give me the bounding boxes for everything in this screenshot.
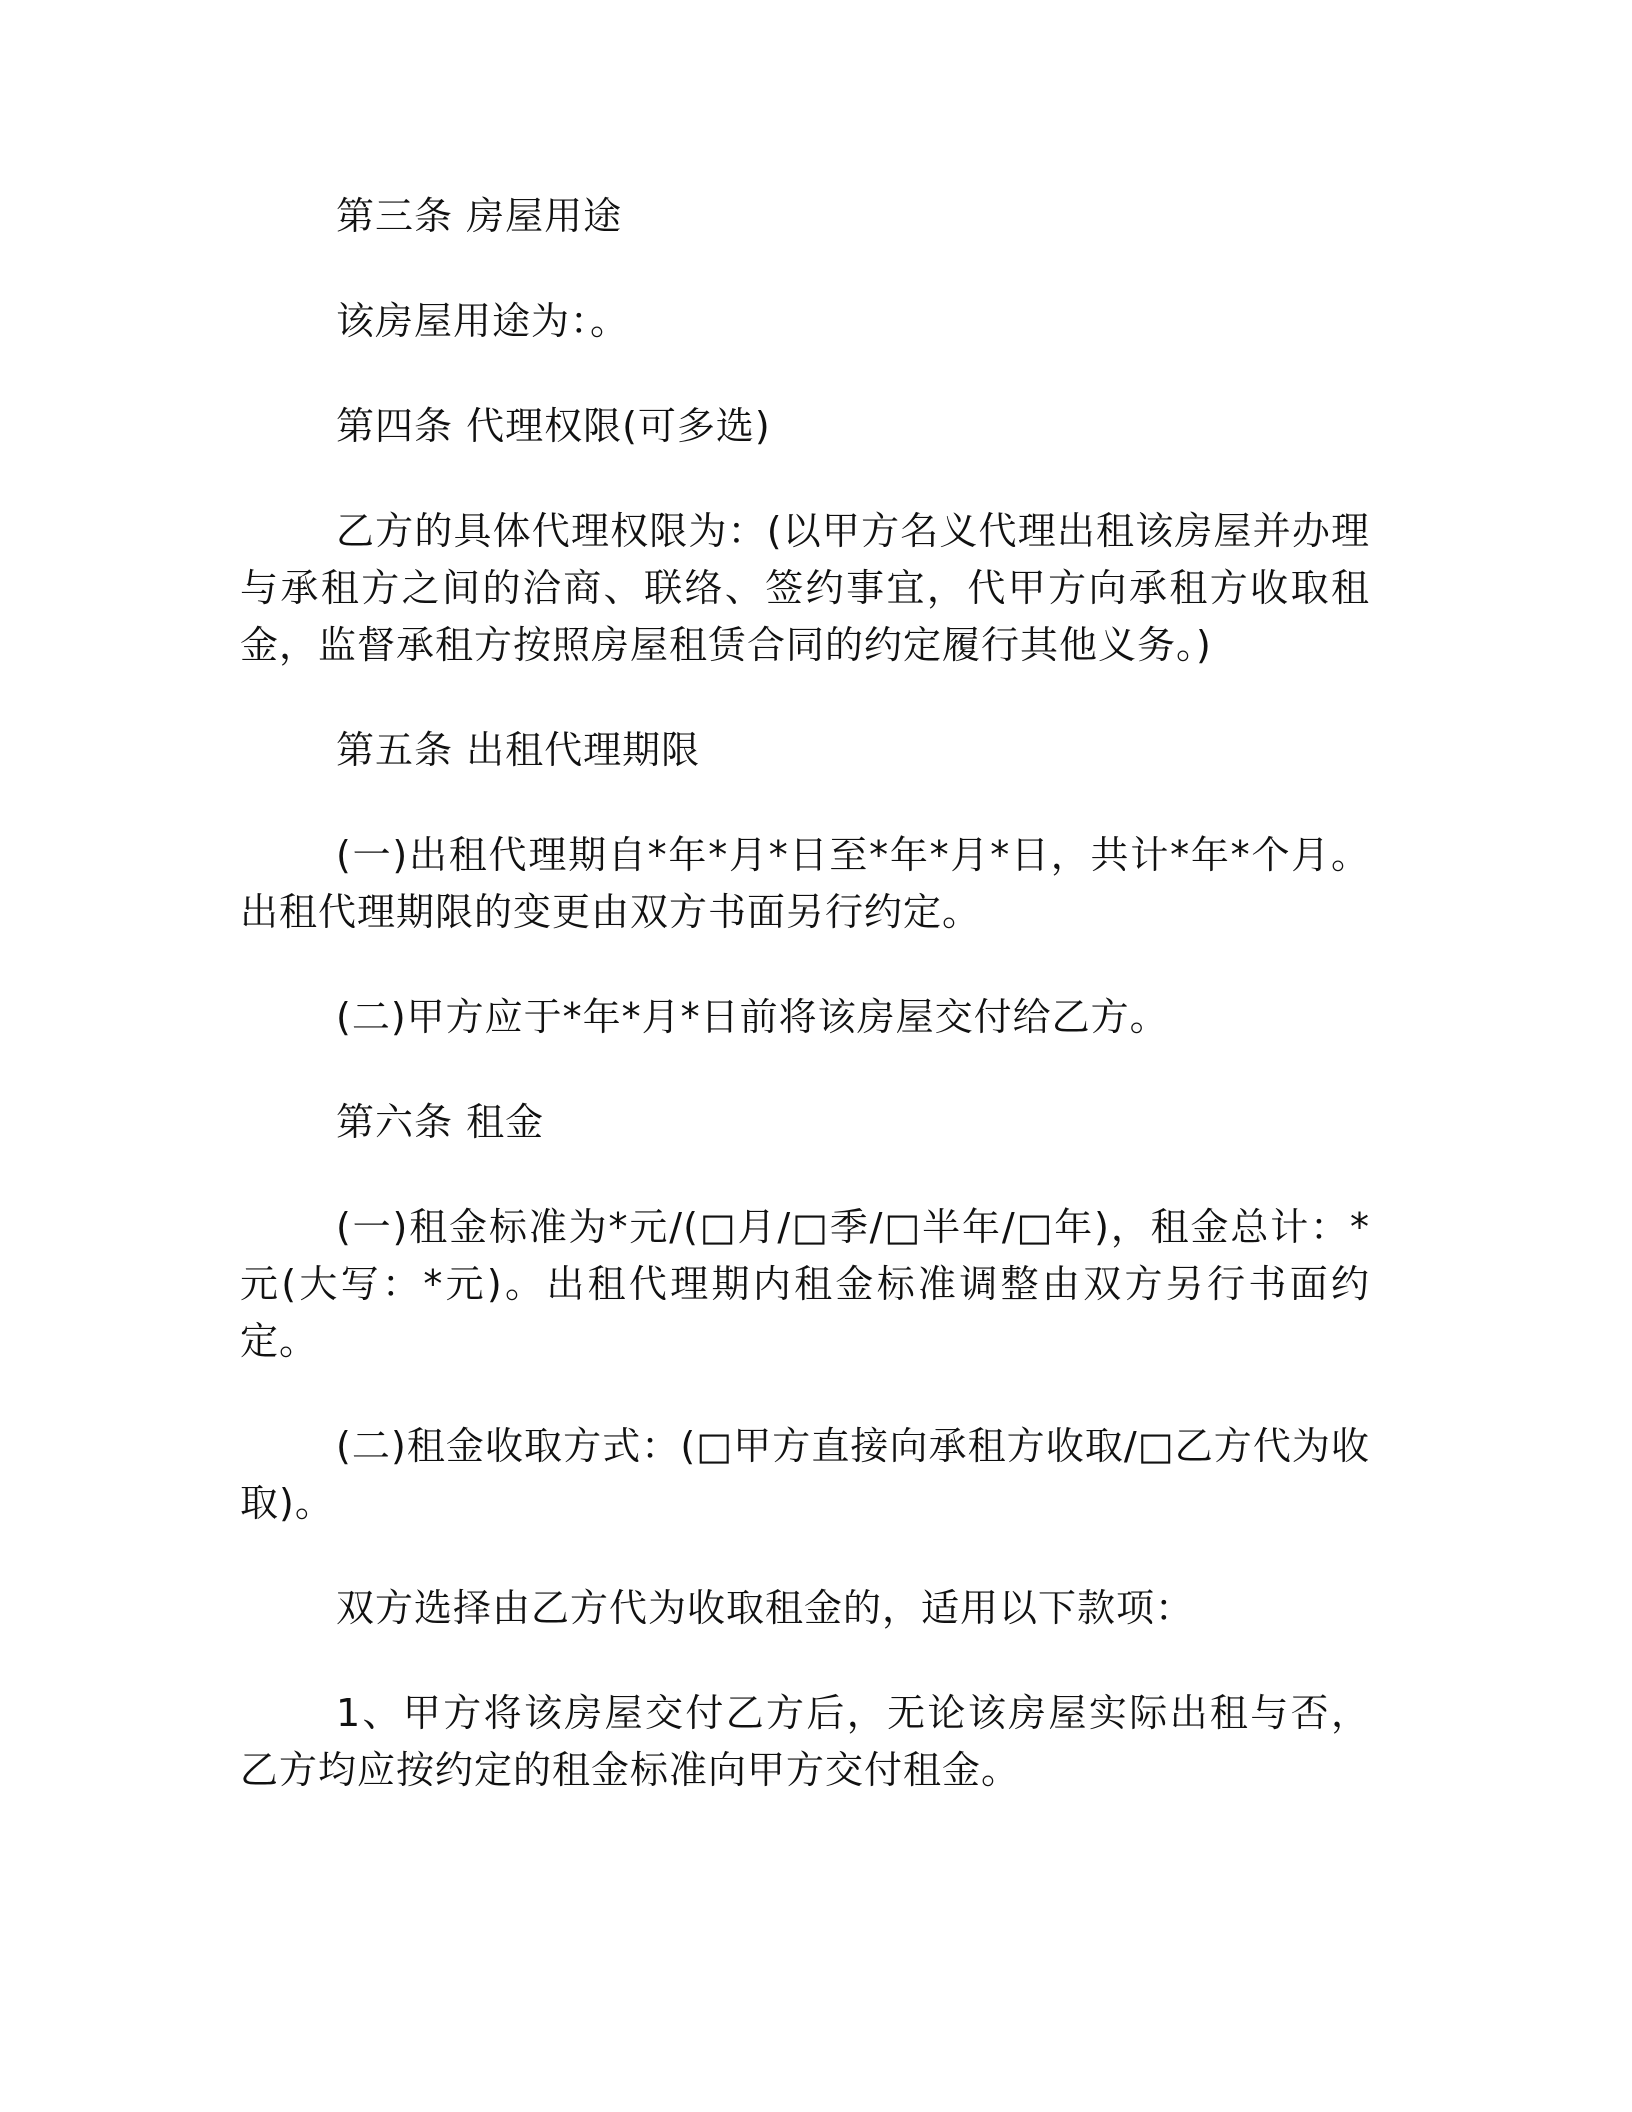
article-5-heading: 第五条 出租代理期限 [336, 728, 701, 772]
article-5-delivery: (二)甲方应于*年*月*日前将该房屋交付给乙方。 [336, 995, 1169, 1039]
article-3-usage: 该房屋用途为：。 [336, 299, 630, 343]
article-5-period: (一)出租代理期自*年*月*日至*年*月*日，共计*年*个月。出租代理期限的变更由双方书面另行约定。 [240, 833, 1370, 934]
article-4-heading: 第四条 代理权限(可多选) [336, 404, 771, 448]
article-6-heading: 第六条 租金 [336, 1100, 545, 1144]
article-6-clause-1: 1、甲方将该房屋交付乙方后，无论该房屋实际出租与否，乙方均应按约定的租金标准向甲方交付租金。 [240, 1691, 1370, 1792]
article-6-rent-standard: (一)租金标准为*元/(□月/□季/□半年/□年)，租金总计：*元(大写：*元)。出租代理期内租金标准调整由双方另行书面约定。 [240, 1205, 1370, 1363]
article-4-authority: 乙方的具体代理权限为：(以甲方名义代理出租该房屋并办理与承租方之间的洽商、联络、签约事宜，代甲方向承租方收取租金，监督承租方按照房屋租赁合同的约定履行其他义务。) [240, 509, 1370, 667]
article-6-agent-collection-note: 双方选择由乙方代为收取租金的，适用以下款项： [336, 1586, 1195, 1630]
article-6-collection-method: (二)租金收取方式：(□甲方直接向承租方收取/□乙方代为收取)。 [240, 1424, 1370, 1525]
article-3-heading: 第三条 房屋用途 [336, 194, 623, 238]
document-body [240, 188, 1370, 1847]
